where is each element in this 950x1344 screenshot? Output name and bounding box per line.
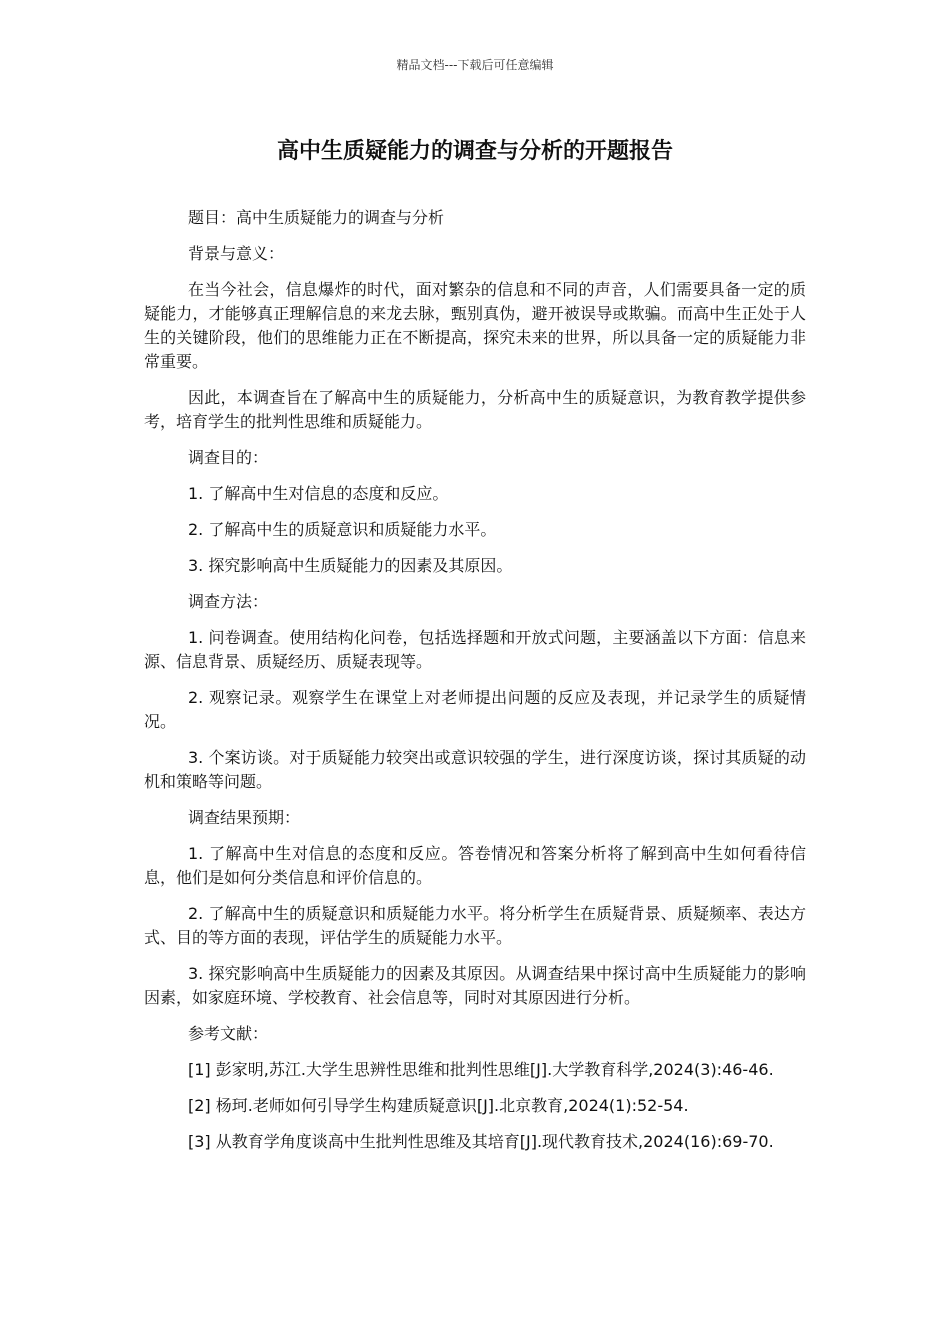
list-item: 3. 探究影响高中生质疑能力的因素及其原因。 bbox=[188, 556, 513, 575]
topic-line: 题目：高中生质疑能力的调查与分析 bbox=[188, 208, 445, 227]
section-heading-method: 调查方法： bbox=[188, 592, 269, 611]
section-heading-background: 背景与意义： bbox=[188, 244, 285, 263]
list-item: 2. 了解高中生的质疑意识和质疑能力水平。将分析学生在质疑背景、质疑频率、表达方式、目的等方面的表现，评估学生的质疑能力水平。 bbox=[144, 904, 806, 947]
list-item: 1. 了解高中生对信息的态度和反应。答卷情况和答案分析将了解到高中生如何看待信息，他们是如何分类信息和评价信息的。 bbox=[144, 844, 806, 887]
document-title: 高中生质疑能力的调查与分析的开题报告 bbox=[276, 139, 673, 164]
document-body bbox=[144, 206, 806, 1166]
section-heading-expected-results: 调查结果预期： bbox=[188, 808, 301, 827]
reference-item: [2] 杨珂.老师如何引导学生构建质疑意识[J].北京教育,2024(1):52-54. bbox=[188, 1096, 689, 1115]
list-item: 3. 个案访谈。对于质疑能力较突出或意识较强的学生，进行深度访谈，探讨其质疑的动机和策略等问题。 bbox=[144, 748, 806, 791]
paragraph: 在当今社会，信息爆炸的时代，面对繁杂的信息和不同的声音，人们需要具备一定的质疑能力，才能够真正理解信息的来龙去脉，甄别真伪，避开被误导或欺骗。而高中生正处于人生的关键阶段，他们的思维能力正在不断提高，探究未来的世界，所以具备一定的质疑能力非常重要。 bbox=[144, 280, 806, 371]
list-item: 1. 了解高中生对信息的态度和反应。 bbox=[188, 484, 449, 503]
list-item: 3. 探究影响高中生质疑能力的因素及其原因。从调查结果中探讨高中生质疑能力的影响因素，如家庭环境、学校教育、社会信息等，同时对其原因进行分析。 bbox=[144, 964, 806, 1007]
reference-item: [3] 从教育学角度谈高中生批判性思维及其培育[J].现代教育技术,2024(16):69-70. bbox=[188, 1132, 774, 1151]
section-heading-references: 参考文献： bbox=[188, 1024, 269, 1043]
reference-item: [1] 彭家明,苏江.大学生思辨性思维和批判性思维[J].大学教育科学,2024(3):46-46. bbox=[188, 1060, 774, 1079]
section-heading-purpose: 调查目的： bbox=[188, 448, 269, 467]
list-item: 1. 问卷调查。使用结构化问卷，包括选择题和开放式问题，主要涵盖以下方面：信息来源、信息背景、质疑经历、质疑表现等。 bbox=[144, 628, 806, 671]
page-header: 精品文档---下载后可任意编辑 bbox=[396, 58, 554, 72]
list-item: 2. 观察记录。观察学生在课堂上对老师提出问题的反应及表现，并记录学生的质疑情况。 bbox=[144, 688, 806, 731]
paragraph: 因此，本调查旨在了解高中生的质疑能力，分析高中生的质疑意识，为教育教学提供参考，培育学生的批判性思维和质疑能力。 bbox=[144, 388, 806, 431]
list-item: 2. 了解高中生的质疑意识和质疑能力水平。 bbox=[188, 520, 497, 539]
